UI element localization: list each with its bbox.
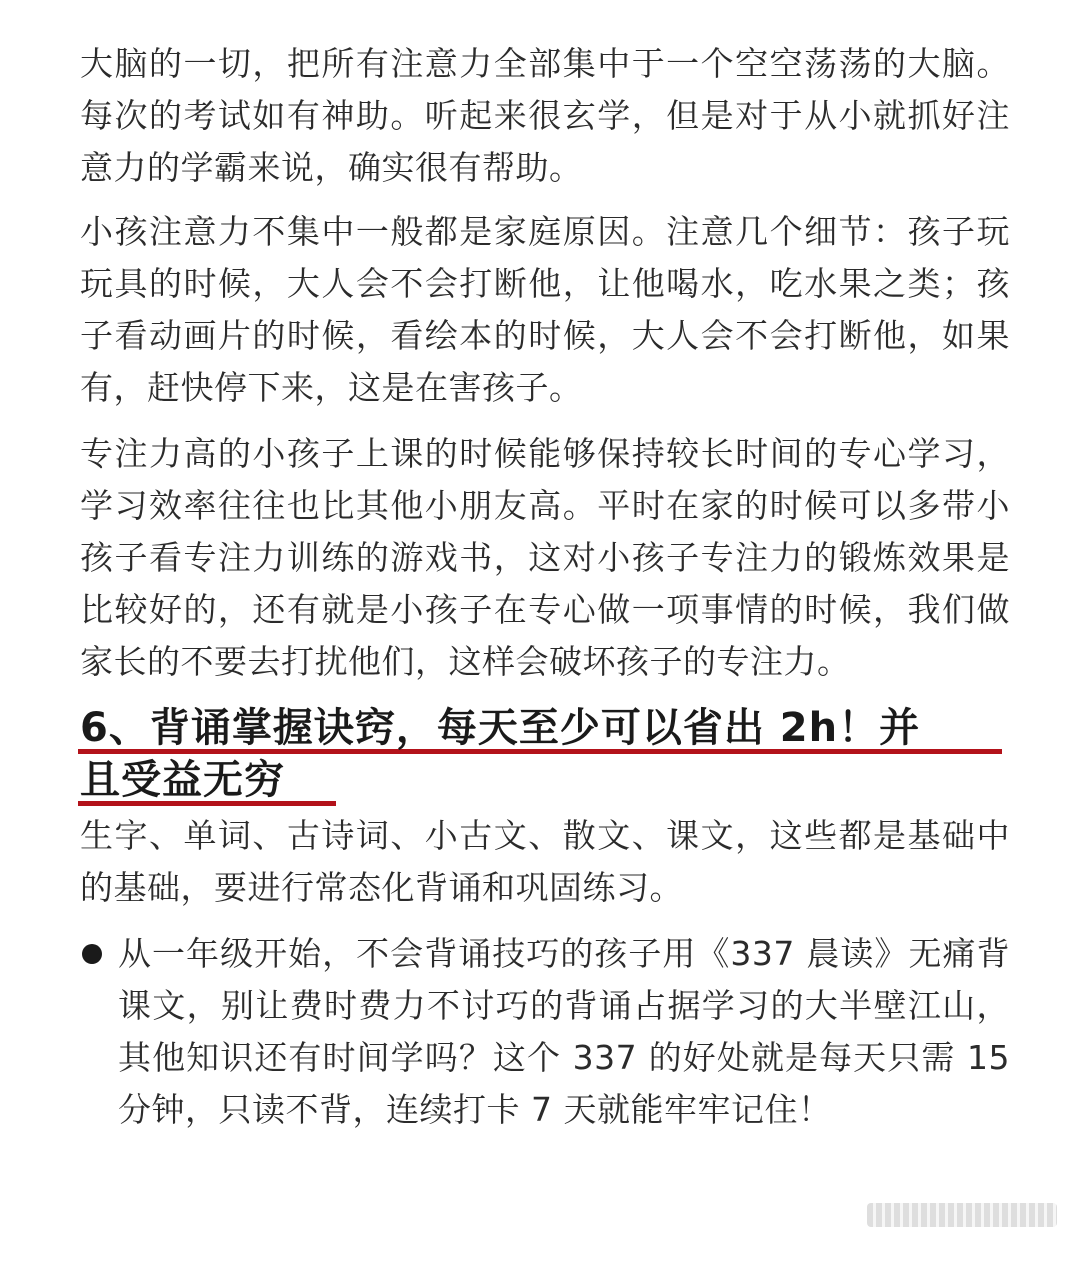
paragraph-intro: 大脑的一切，把所有注意力全部集中于一个空空荡荡的大脑。每次的考试如有神助。听起来很玄学，但是对于从小就抓好注意力的学霸来说，确实很有帮助。 (80, 44, 1010, 187)
section-heading (80, 702, 1010, 806)
section-heading-line-2: 且受益无穷 (80, 754, 1010, 806)
paragraph-basics: 生字、单词、古诗词、小古文、散文、课文，这些都是基础中的基础，要进行常态化背诵和巩固练习。 (80, 816, 1010, 907)
section-heading-line-1: 6、背诵掌握诀窍，每天至少可以省出 2h！并 (80, 702, 1010, 754)
horizontal-scrollbar[interactable] (867, 1203, 1057, 1227)
bullet-item (80, 928, 1010, 1136)
paragraph-family-reasons: 小孩注意力不集中一般都是家庭原因。注意几个细节：孩子玩玩具的时候，大人会不会打断他，让他喝水，吃水果之类；孩子看动画片的时候，看绘本的时候，大人会不会打断他，如果有，赶快停下来，这是在害孩子。 (80, 212, 1010, 407)
article-body (80, 38, 1010, 1136)
bullet-text: 从一年级开始，不会背诵技巧的孩子用《337 晨读》无痛背课文，别让费时费力不讨巧的背诵占据学习的大半壁江山，其他知识还有时间学吗？这个 337 的好处就是每天只需 15 分钟，只读不背，连续打卡 7 天就能牢牢记住！ (118, 934, 1010, 1129)
paragraph-focus-training: 专注力高的小孩子上课的时候能够保持较长时间的专心学习，学习效率往往也比其他小朋友高。平时在家的时候可以多带小孩子看专注力训练的游戏书，这对小孩子专注力的锻炼效果是比较好的，还有就是小孩子在专心做一项事情的时候，我们做家长的不要去打扰他们，这样会破坏孩子的专注力。 (80, 434, 1010, 681)
bullet-dot-icon (82, 944, 102, 964)
